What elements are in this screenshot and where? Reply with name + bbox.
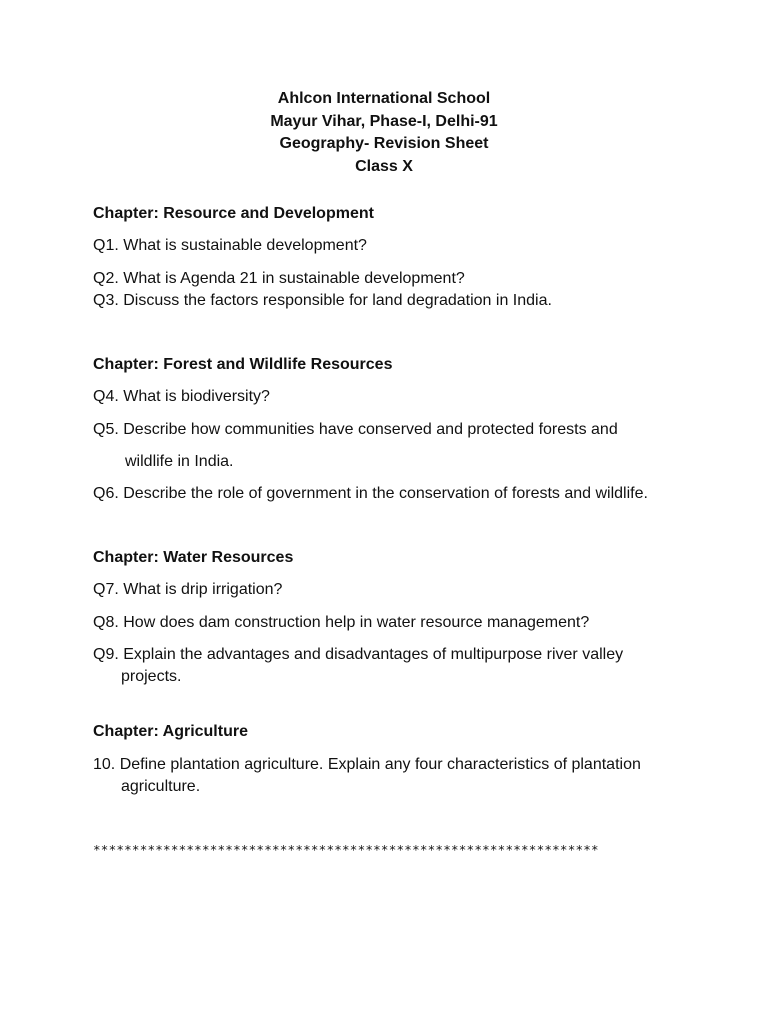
question-continuation: agriculture. bbox=[121, 778, 201, 795]
document-header bbox=[0, 88, 768, 178]
chapter-heading: Chapter: Forest and Wildlife Resources bbox=[93, 356, 393, 373]
sheet-title: Geography- Revision Sheet bbox=[279, 135, 489, 152]
question-item: Q4. What is biodiversity? bbox=[93, 388, 270, 405]
question-continuation: projects. bbox=[121, 668, 182, 685]
school-name: Ahlcon International School bbox=[277, 90, 491, 107]
question-item: Q1. What is sustainable development? bbox=[93, 237, 367, 254]
question-continuation: wildlife in India. bbox=[125, 453, 234, 470]
question-item: Q8. How does dam construction help in water resource management? bbox=[93, 614, 590, 631]
question-item: Q2. What is Agenda 21 in sustainable development? bbox=[93, 270, 465, 287]
question-item: Q5. Describe how communities have conserved and protected forests and bbox=[93, 421, 618, 438]
question-item: Q9. Explain the advantages and disadvantages of multipurpose river valley bbox=[93, 646, 624, 663]
class-label: Class X bbox=[355, 157, 413, 175]
chapter-heading: Chapter: Agriculture bbox=[93, 723, 248, 740]
separator-line: ***************************************************************** bbox=[93, 842, 599, 857]
question-item: Q3. Discuss the factors responsible for land degradation in India. bbox=[93, 292, 552, 309]
chapter-heading: Chapter: Water Resources bbox=[93, 549, 294, 566]
question-item: 10. Define plantation agriculture. Explain any four characteristics of plantation bbox=[93, 756, 641, 773]
school-address: Mayur Vihar, Phase-I, Delhi-91 bbox=[270, 112, 498, 130]
chapter-heading: Chapter: Resource and Development bbox=[93, 205, 374, 222]
question-item: Q6. Describe the role of government in the conservation of forests and wildlife. bbox=[93, 485, 648, 502]
question-item: Q7. What is drip irrigation? bbox=[93, 581, 283, 598]
